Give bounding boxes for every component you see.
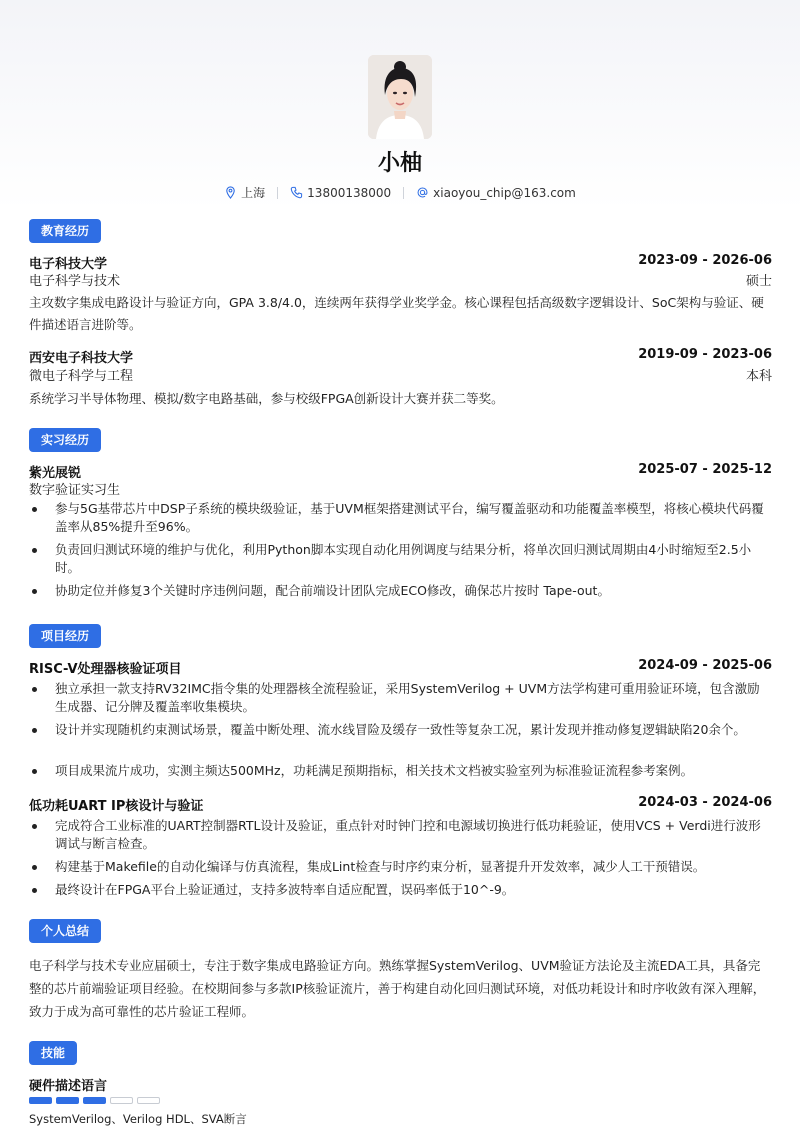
bullet-dot: [32, 548, 37, 553]
project-bullet: 独立承担一款支持RV32IMC指令集的处理器核全流程验证，采用SystemVerilog + UVM方法学构建可重用验证环境，包含激励生成器、记分牌及覆盖率收集模块。: [55, 681, 760, 714]
education-description: 主攻数字集成电路设计与验证方向，GPA 3.8/4.0，连续两年获得学业奖学金。核心课程包括高级数字逻辑设计、SoC架构与验证、硬件描述语言进阶等。: [29, 295, 764, 332]
skill-detail: SystemVerilog、Verilog HDL、SVA断言: [29, 1112, 247, 1126]
major: 微电子科学与工程: [29, 369, 134, 384]
internship-bullet: 负责回归测试环境的维护与优化，利用Python脚本实现自动化用例调度与结果分析，将单次回归测试周期由4小时缩短至2.5小时。: [55, 542, 752, 575]
project-2-header: [29, 795, 772, 814]
skill-level-segment-empty: [137, 1097, 160, 1104]
section-tag-projects: 项目经历: [29, 624, 101, 648]
contact-phone: [278, 186, 403, 200]
project-name: 低功耗UART IP核设计与验证: [29, 799, 204, 814]
skill-level-segment-empty: [110, 1097, 133, 1104]
section-tag-skills: 技能: [29, 1041, 77, 1065]
major: 电子科学与技术: [29, 274, 121, 289]
contact-city: 上海: [241, 186, 266, 200]
bullet-dot: [32, 888, 37, 893]
school-name: 电子科技大学: [29, 257, 108, 272]
bullet-dot: [32, 507, 37, 512]
internship-bullet: 协助定位并修复3个关键时序违例问题，配合前端设计团队完成ECO修改，确保芯片按时 Tape-out。: [55, 583, 610, 598]
bullet-dot: [32, 824, 37, 829]
project-bullet: 完成符合工业标准的UART控制器RTL设计及验证，重点针对时钟门控和电源域切换进行低功耗验证，使用VCS + Verdi进行波形调试与断言检查。: [55, 818, 761, 851]
profile-photo: [368, 55, 432, 139]
section-tag-summary: 个人总结: [29, 919, 101, 943]
school-name: 西安电子科技大学: [29, 351, 134, 366]
skill-level-segment-filled: [29, 1097, 52, 1104]
project-1-header: [29, 658, 772, 677]
section-tag-internship: 实习经历: [29, 428, 101, 452]
project-bullet: 设计并实现随机约束测试场景，覆盖中断处理、流水线冒险及缓存一致性等复杂工况，累计发现并推动修复逻辑缺陷20余个。: [55, 722, 746, 737]
project-bullet: 构建基于Makefile的自动化编译与仿真流程，集成Lint检查与时序约束分析，显著提升开发效率，减少人工干预错误。: [55, 859, 706, 874]
at-sign-icon: [416, 186, 429, 199]
skill-level-meter: [29, 1097, 160, 1104]
skill-name: 硬件描述语言: [29, 1079, 108, 1094]
contact-email-address[interactable]: xiaoyou_chip@163.com: [433, 185, 576, 200]
bullet-dot: [32, 769, 37, 774]
bullet-dot: [32, 865, 37, 870]
company-name: 紫光展锐: [29, 466, 82, 481]
internship-bullet: 参与5G基带芯片中DSP子系统的模块级验证，基于UVM框架搭建测试平台，编写覆盖驱动和功能覆盖率模型，将核心模块代码覆盖率从85%提升至96%。: [55, 501, 764, 534]
skill-1-header: [29, 1075, 772, 1094]
internship-role-row: [29, 479, 772, 498]
education-entry-2-header: [29, 347, 772, 366]
skill-level-segment-filled: [56, 1097, 79, 1104]
project-date: 2024-03 - 2024-06: [638, 795, 772, 810]
bullet-dot: [32, 728, 37, 733]
candidate-name: 小柚: [377, 151, 422, 176]
section-tag-education: 教育经历: [29, 219, 101, 243]
contact-bar: [0, 184, 800, 201]
summary-text: 电子科学与技术专业应届硕士，专注于数字集成电路验证方向。熟练掌握SystemVerilog、UVM验证方法论及主流EDA工具，具备完整的芯片前端验证项目经验。在校期间参与多款IP核验证流片，善于构建自动化回归测试环境，对低功耗设计和时序收敛有深入理解，致力于成为高可靠性的芯片验证工程师。: [29, 958, 766, 1019]
contact-phone-number[interactable]: 13800138000: [307, 185, 392, 200]
education-date: 2019-09 - 2023-06: [638, 347, 772, 362]
internship-role: 数字验证实习生: [29, 483, 121, 498]
degree: 硕士: [745, 274, 772, 289]
project-date: 2024-09 - 2025-06: [638, 658, 772, 673]
project-bullet: 最终设计在FPGA平台上验证通过，支持多波特率自适应配置，误码率低于10^-9。: [55, 882, 515, 897]
contact-location: [212, 184, 277, 201]
skill-1-detail-row: [29, 1111, 772, 1127]
education-entry-2-sub: [29, 365, 772, 384]
education-entry-1-sub: [29, 270, 772, 289]
project-name: RISC-V处理器核验证项目: [29, 662, 182, 677]
degree: 本科: [745, 369, 772, 384]
education-description: 系统学习半导体物理、模拟/数字电路基础，参与校级FPGA创新设计大赛并获二等奖。: [29, 391, 504, 406]
internship-date: 2025-07 - 2025-12: [638, 462, 772, 477]
skill-level-segment-filled: [83, 1097, 106, 1104]
education-date: 2023-09 - 2026-06: [638, 253, 772, 268]
location-pin-icon: [224, 186, 237, 199]
contact-email: [404, 186, 588, 200]
phone-icon: [290, 186, 303, 199]
project-bullet: 项目成果流片成功，实测主频达500MHz，功耗满足预期指标，相关技术文档被实验室列为标准验证流程参考案例。: [55, 763, 694, 778]
bullet-dot: [32, 589, 37, 594]
bullet-dot: [32, 687, 37, 692]
